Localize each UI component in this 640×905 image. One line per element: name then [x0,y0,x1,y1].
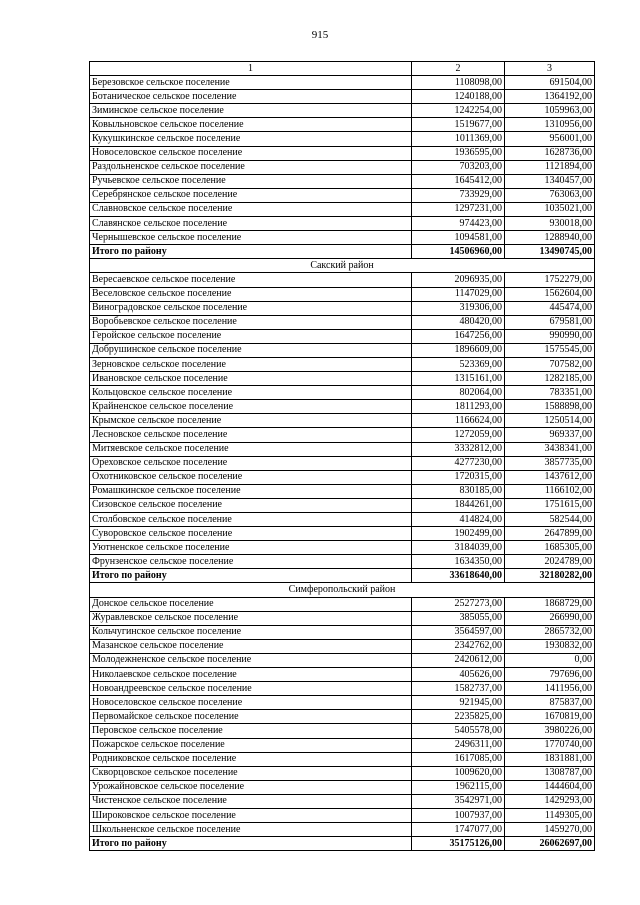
value-col-2: 1617085,00 [412,752,505,766]
settlement-name: Фрунзенское сельское поселение [90,555,412,569]
table-row [90,90,595,104]
value-col-2: 974423,00 [412,217,505,231]
value-col-2: 1747077,00 [412,823,505,837]
settlement-name: Чернышевское сельское поселение [90,231,412,245]
value-col-3: 1670819,00 [505,710,595,724]
value-col-3: 1340457,00 [505,174,595,188]
value-col-3: 1411956,00 [505,682,595,696]
settlement-name: Славянское сельское поселение [90,217,412,231]
value-col-3: 1751615,00 [505,498,595,512]
value-col-3: 1437612,00 [505,470,595,484]
settlement-name: Суворовское сельское поселение [90,527,412,541]
value-col-3: 1868729,00 [505,597,595,611]
settlement-name: Ромашкинское сельское поселение [90,484,412,498]
total-row [90,569,595,583]
table-row [90,738,595,752]
table-row [90,174,595,188]
value-col-3: 1364192,00 [505,90,595,104]
value-col-3: 1575545,00 [505,343,595,357]
table-body [90,62,595,851]
settlement-name: Крайненское сельское поселение [90,400,412,414]
settlement-name: Кукушкинское сельское поселение [90,132,412,146]
value-col-3: 783351,00 [505,386,595,400]
value-col-2: 3332812,00 [412,442,505,456]
table-row [90,668,595,682]
value-col-3: 445474,00 [505,301,595,315]
header-cell-2: 2 [412,62,505,76]
table-row [90,442,595,456]
settlement-name: Лесновское сельское поселение [90,428,412,442]
total-row [90,245,595,259]
value-col-3: 1059963,00 [505,104,595,118]
value-col-2: 733929,00 [412,188,505,202]
settlement-name: Ботаническое сельское поселение [90,90,412,104]
table-row [90,513,595,527]
table-row [90,527,595,541]
table-row [90,484,595,498]
value-col-2: 414824,00 [412,513,505,527]
settlement-name: Школьненское сельское поселение [90,823,412,837]
value-col-3: 1250514,00 [505,414,595,428]
settlement-name: Березовское сельское поселение [90,76,412,90]
total-col-3: 26062697,00 [505,837,595,851]
value-col-3: 1459270,00 [505,823,595,837]
value-col-3: 1588898,00 [505,400,595,414]
settlement-name: Ивановское сельское поселение [90,372,412,386]
value-col-2: 1315161,00 [412,372,505,386]
table-row [90,808,595,822]
settlement-name: Раздольненское сельское поселение [90,160,412,174]
settlement-name: Первомайское сельское поселение [90,710,412,724]
table-row [90,132,595,146]
value-col-2: 1297231,00 [412,202,505,216]
value-col-3: 1282185,00 [505,372,595,386]
value-col-2: 1240188,00 [412,90,505,104]
value-col-2: 1647256,00 [412,329,505,343]
value-col-2: 1720315,00 [412,470,505,484]
value-col-3: 3438341,00 [505,442,595,456]
table-row [90,343,595,357]
value-col-2: 1007937,00 [412,808,505,822]
settlement-name: Родниковское сельское поселение [90,752,412,766]
value-col-3: 1685305,00 [505,541,595,555]
table-row [90,315,595,329]
value-col-2: 1519677,00 [412,118,505,132]
table-row [90,823,595,837]
district-header-row [90,583,595,597]
value-col-3: 266990,00 [505,611,595,625]
district-header-row [90,259,595,273]
settlement-name: Донское сельское поселение [90,597,412,611]
total-col-3: 32180282,00 [505,569,595,583]
table-row [90,231,595,245]
value-col-2: 2096935,00 [412,273,505,287]
settlement-name: Геройское сельское поселение [90,329,412,343]
settlement-name: Славновское сельское поселение [90,202,412,216]
settlement-name: Митяевское сельское поселение [90,442,412,456]
settlement-name: Кольцовское сельское поселение [90,386,412,400]
value-col-3: 1166102,00 [505,484,595,498]
value-col-2: 1147029,00 [412,287,505,301]
table-row [90,653,595,667]
settlement-name: Вересаевское сельское поселение [90,273,412,287]
table-row [90,682,595,696]
value-col-2: 1242254,00 [412,104,505,118]
value-col-2: 802064,00 [412,386,505,400]
value-col-3: 1628736,00 [505,146,595,160]
value-col-3: 0,00 [505,653,595,667]
value-col-2: 1936595,00 [412,146,505,160]
settlement-name: Николаевское сельское поселение [90,668,412,682]
table-row [90,766,595,780]
total-label: Итого по району [90,245,412,259]
table-row [90,456,595,470]
settlement-name: Новоандреевское сельское поселение [90,682,412,696]
settlement-name: Чистенское сельское поселение [90,794,412,808]
value-col-3: 1149305,00 [505,808,595,822]
settlement-name: Сизовское сельское поселение [90,498,412,512]
table-row [90,160,595,174]
value-col-2: 2342762,00 [412,639,505,653]
table-row [90,146,595,160]
district-title: Симферопольский район [90,583,595,597]
value-col-2: 1844261,00 [412,498,505,512]
header-row [90,62,595,76]
settlement-name: Урожайновское сельское поселение [90,780,412,794]
table-row [90,724,595,738]
value-col-2: 830185,00 [412,484,505,498]
total-label: Итого по району [90,569,412,583]
table-row [90,428,595,442]
table-row [90,752,595,766]
table-row [90,118,595,132]
settlement-name: Добрушинское сельское поселение [90,343,412,357]
settlement-name: Столбовское сельское поселение [90,513,412,527]
value-col-2: 1645412,00 [412,174,505,188]
value-col-2: 4277230,00 [412,456,505,470]
table-row [90,780,595,794]
value-col-3: 956001,00 [505,132,595,146]
settlement-name: Веселовское сельское поселение [90,287,412,301]
value-col-3: 1930832,00 [505,639,595,653]
district-title: Сакский район [90,259,595,273]
value-col-2: 1634350,00 [412,555,505,569]
value-col-2: 1108098,00 [412,76,505,90]
settlement-name: Новоселовское сельское поселение [90,696,412,710]
table-row [90,287,595,301]
value-col-3: 3980226,00 [505,724,595,738]
value-col-2: 921945,00 [412,696,505,710]
total-col-3: 13490745,00 [505,245,595,259]
value-col-3: 1770740,00 [505,738,595,752]
value-col-3: 2024789,00 [505,555,595,569]
value-col-2: 5405578,00 [412,724,505,738]
settlement-name: Пожарское сельское поселение [90,738,412,752]
table-row [90,357,595,371]
value-col-2: 1811293,00 [412,400,505,414]
table-row [90,414,595,428]
value-col-3: 1831881,00 [505,752,595,766]
value-col-3: 691504,00 [505,76,595,90]
header-cell-1: 1 [90,62,412,76]
value-col-3: 1288940,00 [505,231,595,245]
value-col-2: 1009620,00 [412,766,505,780]
value-col-2: 3184039,00 [412,541,505,555]
settlement-name: Скворцовское сельское поселение [90,766,412,780]
value-col-3: 582544,00 [505,513,595,527]
value-col-2: 703203,00 [412,160,505,174]
settlement-name: Виноградовское сельское поселение [90,301,412,315]
table-row [90,696,595,710]
value-col-2: 1896609,00 [412,343,505,357]
settlement-name: Журавлевское сельское поселение [90,611,412,625]
table-row [90,217,595,231]
settlement-name: Зерновское сельское поселение [90,357,412,371]
value-col-2: 2235825,00 [412,710,505,724]
value-col-3: 1121894,00 [505,160,595,174]
settlement-name: Ореховское сельское поселение [90,456,412,470]
value-col-3: 679581,00 [505,315,595,329]
table-row [90,188,595,202]
value-col-3: 1752279,00 [505,273,595,287]
value-col-3: 2865732,00 [505,625,595,639]
table-row [90,625,595,639]
table-row [90,498,595,512]
settlement-name: Широковское сельское поселение [90,808,412,822]
value-col-2: 1962115,00 [412,780,505,794]
value-col-3: 1562604,00 [505,287,595,301]
page-number: 915 [311,29,329,41]
settlement-name: Уютненское сельское поселение [90,541,412,555]
table-row [90,301,595,315]
total-row [90,837,595,851]
settlement-name: Перовское сельское поселение [90,724,412,738]
value-col-3: 1444604,00 [505,780,595,794]
value-col-2: 3542971,00 [412,794,505,808]
value-col-3: 2647899,00 [505,527,595,541]
total-label: Итого по району [90,837,412,851]
settlement-name: Мазанское сельское поселение [90,639,412,653]
value-col-2: 1011369,00 [412,132,505,146]
total-col-2: 14506960,00 [412,245,505,259]
table-row [90,104,595,118]
settlement-name: Воробьевское сельское поселение [90,315,412,329]
budget-table [89,61,595,851]
settlement-name: Серебрянское сельское поселение [90,188,412,202]
settlement-name: Новоселовское сельское поселение [90,146,412,160]
value-col-3: 990990,00 [505,329,595,343]
table-row [90,372,595,386]
value-col-3: 875837,00 [505,696,595,710]
value-col-2: 405626,00 [412,668,505,682]
table-row [90,329,595,343]
value-col-3: 797696,00 [505,668,595,682]
value-col-3: 1429293,00 [505,794,595,808]
value-col-3: 1310956,00 [505,118,595,132]
value-col-3: 969337,00 [505,428,595,442]
settlement-name: Кольчугинское сельское поселение [90,625,412,639]
table-row [90,470,595,484]
table-row [90,611,595,625]
table-row [90,555,595,569]
table-row [90,386,595,400]
table-row [90,639,595,653]
value-col-2: 1166624,00 [412,414,505,428]
table-row [90,541,595,555]
table-row [90,76,595,90]
value-col-3: 3857735,00 [505,456,595,470]
value-col-2: 1582737,00 [412,682,505,696]
settlement-name: Крымское сельское поселение [90,414,412,428]
settlement-name: Ковыльновское сельское поселение [90,118,412,132]
table-row [90,400,595,414]
value-col-2: 2420612,00 [412,653,505,667]
settlement-name: Охотниковское сельское поселение [90,470,412,484]
value-col-2: 2496311,00 [412,738,505,752]
header-cell-3: 3 [505,62,595,76]
total-col-2: 33618640,00 [412,569,505,583]
settlement-name: Ручьевское сельское поселение [90,174,412,188]
value-col-2: 480420,00 [412,315,505,329]
value-col-2: 319306,00 [412,301,505,315]
value-col-2: 385055,00 [412,611,505,625]
table-row [90,273,595,287]
value-col-2: 1902499,00 [412,527,505,541]
value-col-2: 2527273,00 [412,597,505,611]
table-row [90,597,595,611]
value-col-3: 707582,00 [505,357,595,371]
table-row [90,202,595,216]
value-col-2: 1094581,00 [412,231,505,245]
value-col-3: 1035021,00 [505,202,595,216]
value-col-2: 1272059,00 [412,428,505,442]
table-row [90,710,595,724]
settlement-name: Зиминское сельское поселение [90,104,412,118]
value-col-2: 3564597,00 [412,625,505,639]
total-col-2: 35175126,00 [412,837,505,851]
settlement-name: Молодежненское сельское поселение [90,653,412,667]
table-row [90,794,595,808]
value-col-3: 1308787,00 [505,766,595,780]
value-col-3: 930018,00 [505,217,595,231]
value-col-2: 523369,00 [412,357,505,371]
value-col-3: 763063,00 [505,188,595,202]
